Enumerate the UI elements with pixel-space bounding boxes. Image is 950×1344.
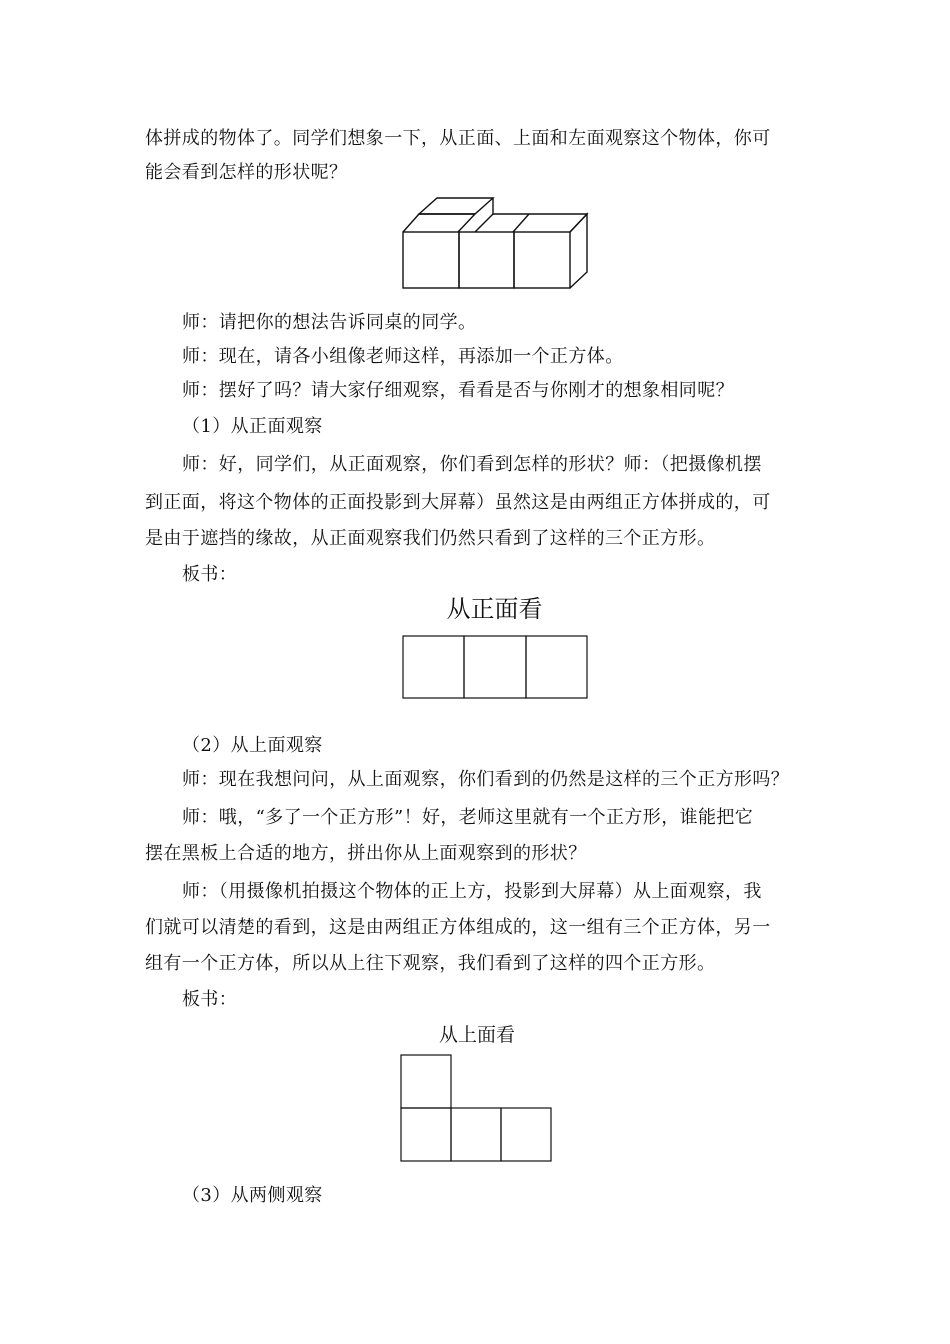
section-heading: （3）从两侧观察 <box>182 1185 323 1206</box>
paragraph-line: 师：现在，请各小组像老师这样，再添加一个正方体。 <box>182 346 624 367</box>
paragraph-line: 到正面，将这个物体的正面投影到大屏幕）虽然这是由两组正方体拼成的，可 <box>145 492 771 513</box>
paragraph-line: 师：（用摄像机拍摄这个物体的正上方，投影到大屏幕）从上面观察，我 <box>182 881 762 902</box>
paragraph-line: 师：好，同学们，从正面观察，你们看到怎样的形状？师：（把摄像机摆 <box>182 454 762 475</box>
board-label: 板书： <box>182 564 238 585</box>
paragraph-line: 师：摆好了吗？请大家仔细观察，看看是否与你刚才的想象相同呢？ <box>182 380 734 401</box>
paragraph-line: 体拼成的物体了。同学们想象一下，从正面、上面和左面观察这个物体，你可 <box>145 128 771 149</box>
cube-object-figure <box>402 196 592 291</box>
paragraph-line: 师：现在我想问问，从上面观察，你们看到的仍然是这样的三个正方形吗？ <box>182 769 790 790</box>
paragraph-line: 是由于遮挡的缘故，从正面观察我们仍然只看到了这样的三个正方形。 <box>145 528 716 549</box>
paragraph-line: 摆在黑板上合适的地方，拼出你从上面观察到的形状？ <box>145 843 587 864</box>
section-heading: （1）从正面观察 <box>182 416 323 437</box>
section-heading: （2）从上面观察 <box>182 735 323 756</box>
board-label: 板书： <box>182 989 238 1010</box>
front-view-title: 从正面看 <box>446 595 543 623</box>
top-view-figure <box>400 1054 552 1162</box>
paragraph-line: 能会看到怎样的形状呢？ <box>145 162 348 183</box>
paragraph-line: 组有一个正方体，所以从上往下观察，我们看到了这样的四个正方形。 <box>145 953 716 974</box>
paragraph-line: 师：哦，“多了一个正方形”！好，老师这里就有一个正方形，谁能把它 <box>182 807 754 828</box>
paragraph-line: 师：请把你的想法告诉同桌的同学。 <box>182 312 477 333</box>
front-view-figure <box>402 635 588 699</box>
paragraph-line: 们就可以清楚的看到，这是由两组正方体组成的，这一组有三个正方体，另一 <box>145 917 771 938</box>
top-view-title: 从上面看 <box>438 1024 515 1046</box>
